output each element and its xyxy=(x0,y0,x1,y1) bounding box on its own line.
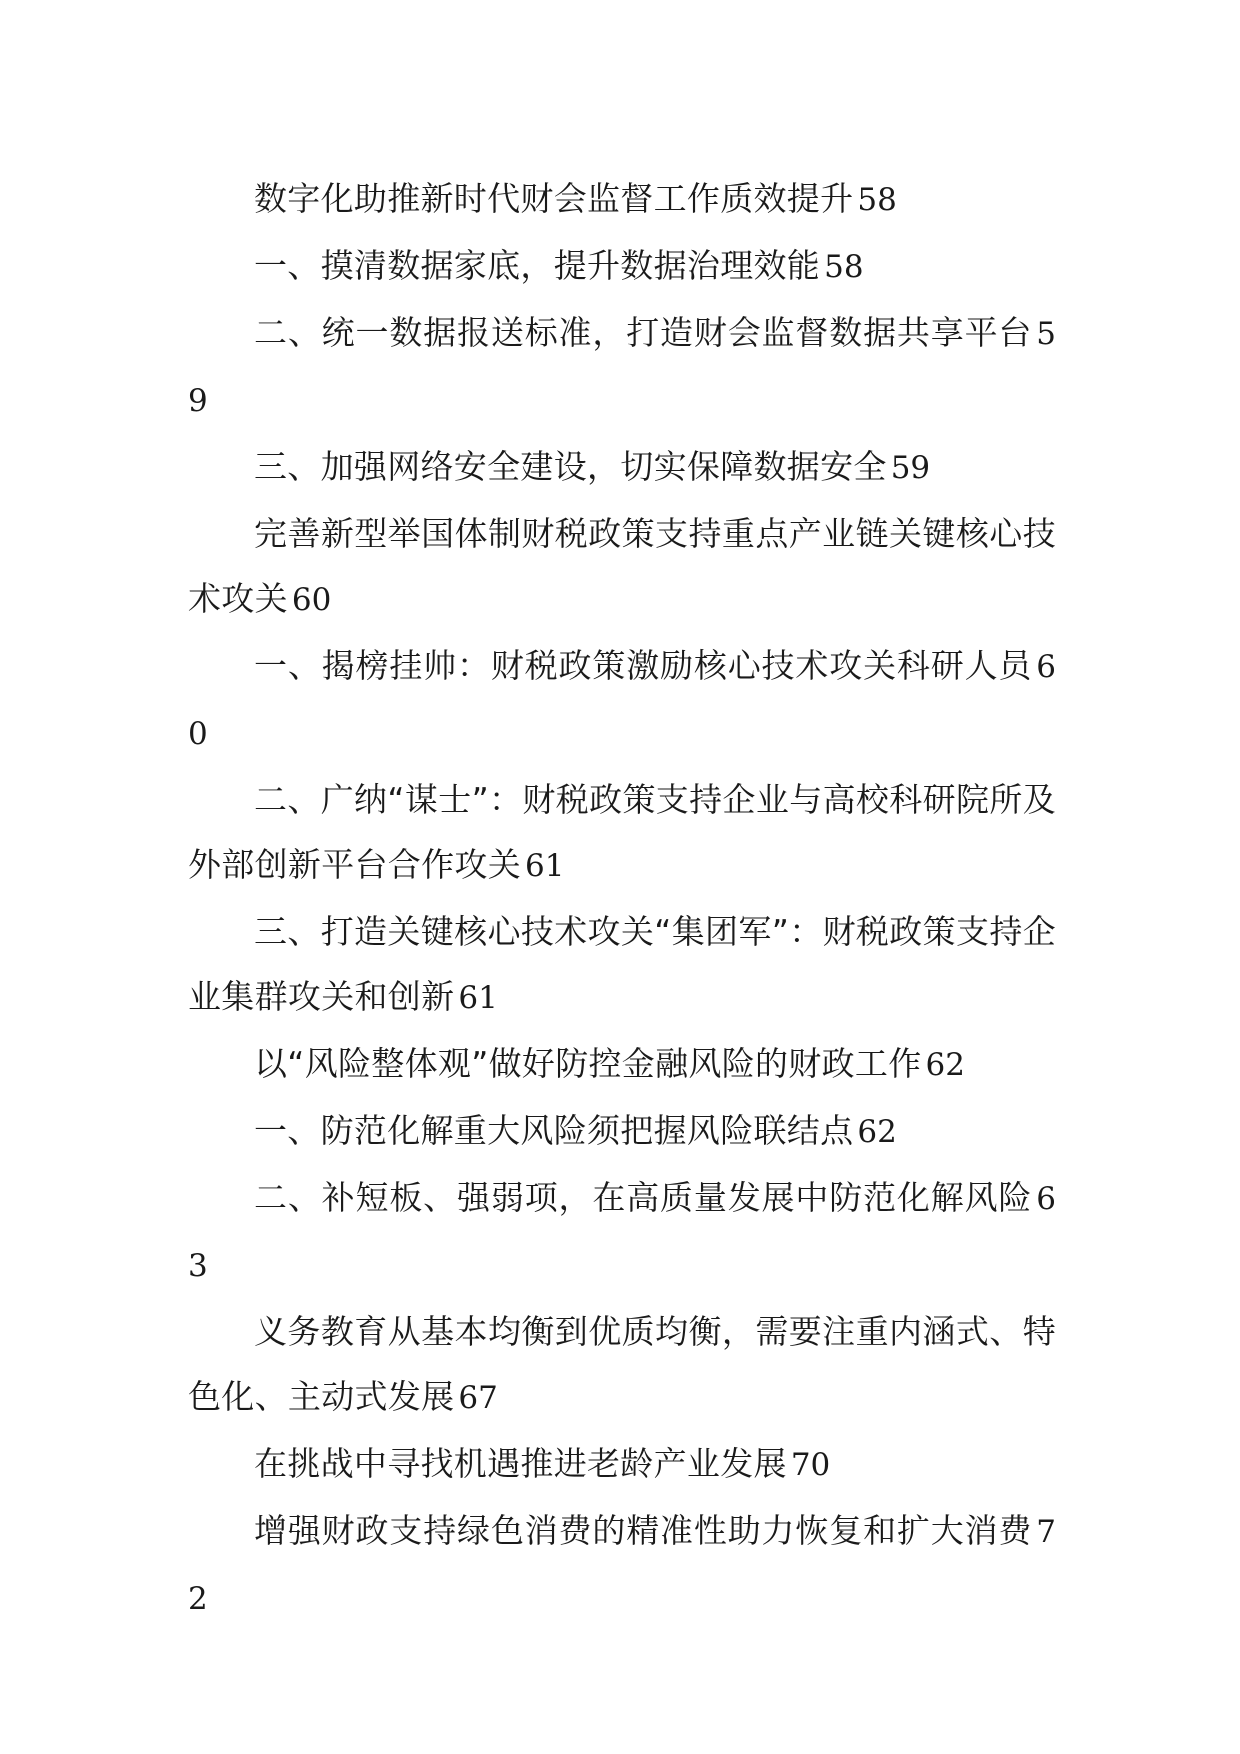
toc-entry-page-number: 61 xyxy=(458,980,498,1016)
toc-entry-title: 一、摸清数据家底，提升数据治理效能 xyxy=(254,246,821,285)
toc-entry-page-number: 58 xyxy=(824,249,864,285)
toc-entry-page-number: 61 xyxy=(525,848,565,884)
toc-entry-page-number: 62 xyxy=(857,1114,897,1150)
toc-entry[interactable] xyxy=(188,633,1056,767)
toc-entry-page-number: 60 xyxy=(188,649,1056,752)
toc-entry-title: 二、广纳“谋士”：财税政策支持企业与高校科研院所及外部创新平台合作攻关 xyxy=(188,780,1056,884)
toc-entry-title: 以“风险整体观”做好防控金融风险的财政工作 xyxy=(254,1044,922,1083)
toc-entry-title: 完善新型举国体制财税政策支持重点产业链关键核心技术攻关 xyxy=(188,514,1056,618)
toc-entry-page-number: 60 xyxy=(291,582,332,618)
toc-entry[interactable] xyxy=(188,1299,1056,1431)
toc-entry-page-number: 67 xyxy=(458,1380,498,1416)
toc-entry[interactable] xyxy=(188,1031,1056,1098)
toc-entry-page-number: 59 xyxy=(890,450,931,486)
toc-entry[interactable] xyxy=(188,434,1056,501)
toc-entry[interactable] xyxy=(188,899,1056,1031)
toc-entry-title: 三、打造关键核心技术攻关“集团军”：财税政策支持企业集群攻关和创新 xyxy=(188,912,1056,1016)
toc-entry-title: 二、统一数据报送标准，打造财会监督数据共享平台 xyxy=(254,313,1033,352)
toc-entry-title: 数字化助推新时代财会监督工作质效提升 xyxy=(254,179,854,218)
toc-entry[interactable] xyxy=(188,767,1056,899)
toc-entry-page-number: 59 xyxy=(188,316,1056,419)
toc-entry[interactable] xyxy=(188,1165,1056,1299)
table-of-contents xyxy=(188,166,1056,1632)
toc-entry[interactable] xyxy=(188,1498,1056,1632)
toc-entry-title: 义务教育从基本均衡到优质均衡，需要注重内涵式、特色化、主动式发展 xyxy=(188,1312,1056,1416)
toc-entry[interactable] xyxy=(188,300,1056,434)
toc-entry-title: 在挑战中寻找机遇推进老龄产业发展 xyxy=(254,1444,787,1483)
toc-entry-page-number: 70 xyxy=(790,1447,831,1483)
toc-entry-page-number: 62 xyxy=(925,1047,965,1083)
toc-entry-page-number: 63 xyxy=(188,1181,1056,1284)
toc-entry-page-number: 58 xyxy=(857,182,897,218)
toc-entry-page-number: 72 xyxy=(188,1514,1056,1617)
toc-entry[interactable] xyxy=(188,501,1056,633)
toc-entry[interactable] xyxy=(188,166,1056,233)
toc-entry[interactable] xyxy=(188,1098,1056,1165)
toc-entry-title: 三、加强网络安全建设，切实保障数据安全 xyxy=(254,447,887,486)
toc-entry[interactable] xyxy=(188,233,1056,300)
toc-entry-title: 增强财政支持绿色消费的精准性助力恢复和扩大消费 xyxy=(254,1511,1033,1550)
toc-entry-title: 一、防范化解重大风险须把握风险联结点 xyxy=(254,1111,854,1150)
toc-entry-title: 一、揭榜挂帅：财税政策激励核心技术攻关科研人员 xyxy=(254,646,1033,685)
toc-entry[interactable] xyxy=(188,1431,1056,1498)
toc-entry-title: 二、补短板、强弱项，在高质量发展中防范化解风险 xyxy=(254,1178,1033,1217)
